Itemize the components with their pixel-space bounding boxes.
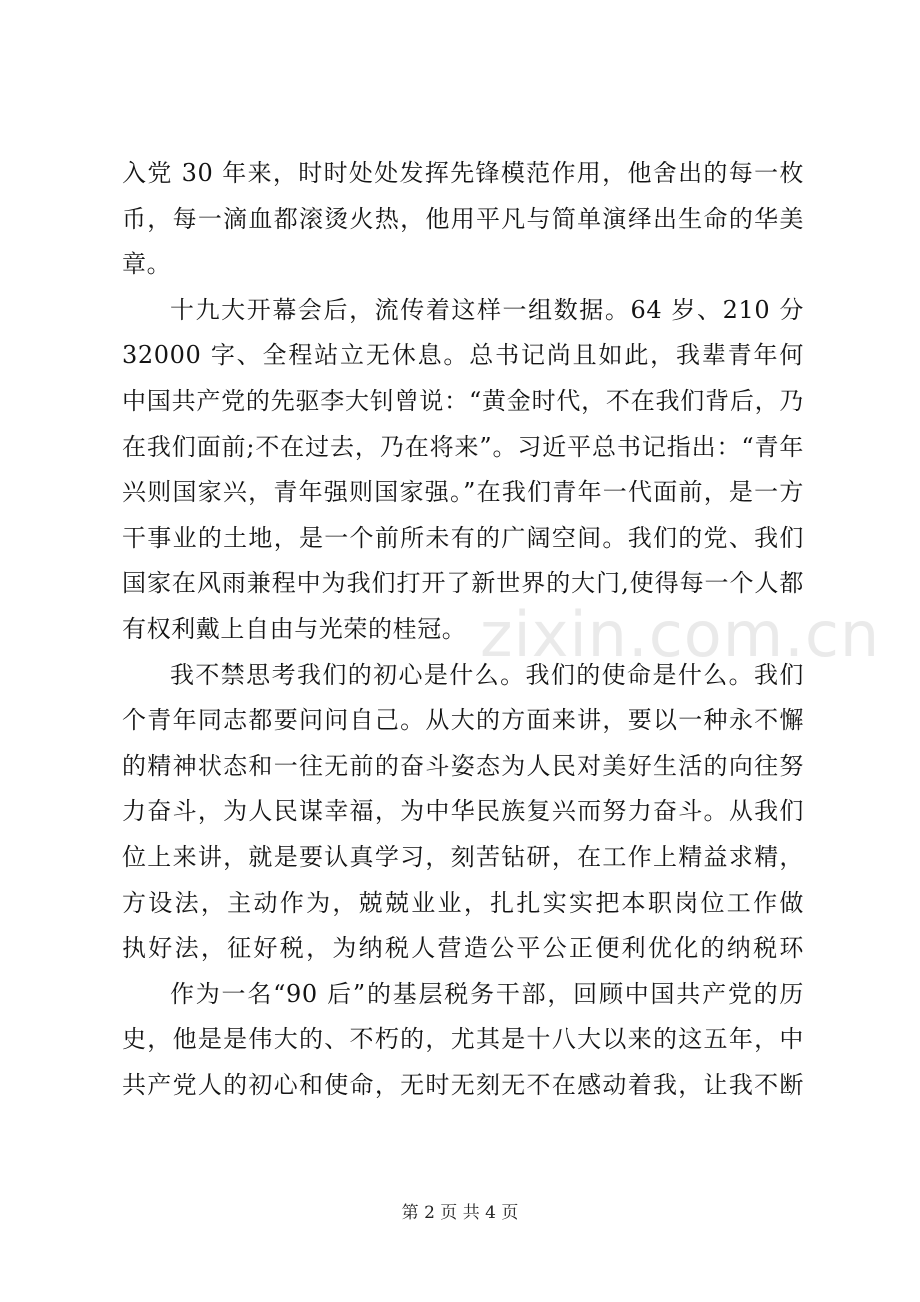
document-body bbox=[122, 151, 804, 1108]
text-line: 执好法，征好税，为纳税人营造公平公正便利优化的纳税环 bbox=[122, 934, 804, 963]
text-line: 十九大开幕会后，流传着这样一组数据。64 岁、210 分 bbox=[170, 295, 804, 324]
text-line: 共产党人的初心和使命，无时无刻无不在感动着我，让我不断 bbox=[122, 1070, 804, 1099]
text-line: 中国共产党的先驱李大钊曾说：“黄金时代，不在我们背后，乃 bbox=[122, 386, 804, 415]
text-line: 史，他是是伟大的、不朽的，尤其是十八大以来的这五年，中 bbox=[122, 1025, 804, 1054]
page-footer: 第 2 页 共 4 页 bbox=[401, 1203, 519, 1223]
text-line: 在我们面前;不在过去，乃在将来”。习近平总书记指出：“青年 bbox=[122, 432, 804, 461]
text-line: 入党 30 年来，时时处处发挥先锋模范作用，他舍出的每一枚 bbox=[122, 159, 804, 187]
text-line: 个青年同志都要问问自己。从大的方面来讲，要以一种永不懈 bbox=[122, 706, 804, 735]
text-line: 干事业的土地，是一个前所未有的广阔空间。我们的党、我们 bbox=[122, 523, 804, 552]
text-line: 的精神状态和一往无前的奋斗姿态为人民对美好生活的向往努 bbox=[122, 751, 804, 780]
text-line: 有权利戴上自由与光荣的桂冠。 bbox=[122, 614, 467, 643]
watermark: zixin.com.cn bbox=[480, 598, 881, 671]
text-line: 力奋斗，为人民谋幸福，为中华民族复兴而努力奋斗。从我们 bbox=[122, 797, 804, 826]
text-line: 兴则国家兴，青年强则国家强。”在我们青年一代面前，是一方 bbox=[122, 478, 804, 507]
text-line: 章。 bbox=[122, 250, 172, 279]
text-line: 32000 字、全程站立无休息。总书记尚且如此，我辈青年何 bbox=[122, 341, 804, 370]
text-line: 币，每一滴血都滚烫火热，他用平凡与简单演绎出生命的华美 bbox=[122, 204, 804, 233]
text-line: 方设法，主动作为，兢兢业业，扎扎实实把本职岗位工作做 bbox=[122, 888, 804, 917]
text-line: 作为一名“90 后”的基层税务干部，回顾中国共产党的历 bbox=[170, 979, 804, 1008]
text-line: 位上来讲，就是要认真学习，刻苦钻研，在工作上精益求精， bbox=[122, 842, 804, 871]
text-line: 国家在风雨兼程中为我们打开了新世界的大门,使得每一个人都 bbox=[122, 569, 804, 598]
text-line: 我不禁思考我们的初心是什么。我们的使命是什么。我们 bbox=[170, 660, 804, 689]
